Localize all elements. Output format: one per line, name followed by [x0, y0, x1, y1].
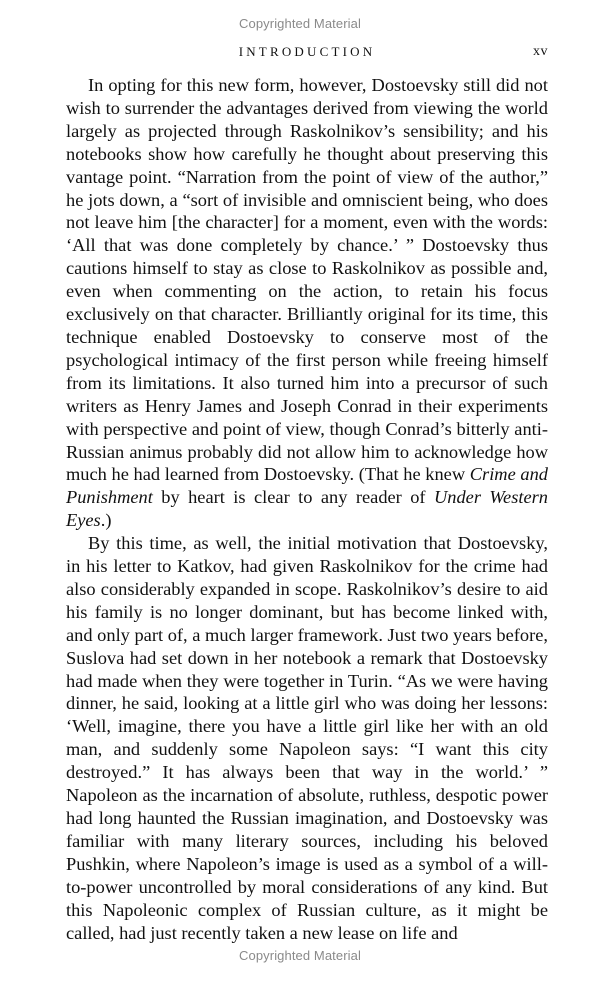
paragraph-1: [66, 74, 548, 532]
body-text: [66, 74, 548, 944]
paragraph-2-segment-1: By this time, as well, the initial motivation that Dostoevsky, in his letter to Katkov, had given Raskolnikov for the crime had also considerably expanded in scope. Raskolnikov’s desire to aid his family is no longer dominant, but has become linked with, and only part of, a much larger framework. Just two years before, Suslova had set down in her notebook a remark that Dostoevsky had made when they were together in Turin. “As we were having dinner, he said, looking at a little girl who was doing her lessons: ‘Well, imagine, there you have a little girl like her with an old man, and suddenly some Napoleon says: “I want this city destroyed.” It has always been that way in the world.’ ” Napoleon as the incarnation of absolute, ruthless, despotic power had long haunted the Russian imagination, and Dostoevsky was familiar with many literary sources, including his beloved Pushkin, where Napoleon’s image is used as a symbol of a will-to-power uncontrolled by moral considerations of any kind. But this Napoleonic complex of Russian culture, as it might be called, had just recently taken a new lease on life and: [66, 533, 548, 943]
copyright-watermark-top: Copyrighted Material: [239, 16, 361, 31]
paragraph-2: [66, 532, 548, 944]
paragraph-1-segment-5: .): [100, 510, 112, 531]
italic-title-under-western-eyes: Under Western Eyes: [66, 487, 548, 531]
running-title: INTRODUCTION: [238, 44, 376, 59]
copyright-watermark-bottom: Copyrighted Material: [239, 948, 361, 963]
page-number: xv: [533, 44, 548, 59]
paragraph-1-segment-1: In opting for this new form, however, Dostoevsky still did not wish to surrender the advantages derived from viewing the world largely as projected through Raskolnikov’s sensibility; and his notebooks show how carefully he thought about preserving this vantage point. “Narration from the point of view of the author,” he jots down, a “sort of invisible and omniscient being, who does not leave him [the character] for a moment, even with the words: ‘All that was done completely by chance.’ ” Dostoevsky thus cautions himself to stay as close to Raskolnikov as possible and, even when commenting on the action, to retain his focus exclusively on that character. Brilliantly original for its time, this technique enabled Dostoevsky to conserve most of the psychological intimacy of the first person while freeing himself from its limitations. It also turned him into a precursor of such writers as Henry James and Joseph Conrad in their experiments with perspective and point of view, though Conrad’s bitterly anti-Russian animus probably did not allow him to acknowledge how much he had learned from Dostoevsky. (That he knew: [66, 75, 548, 485]
running-header: [66, 42, 548, 64]
italic-title-crime-and-punishment: Crime and Punishment: [66, 464, 548, 508]
paragraph-1-segment-3: by heart is clear to any reader of: [152, 487, 434, 508]
